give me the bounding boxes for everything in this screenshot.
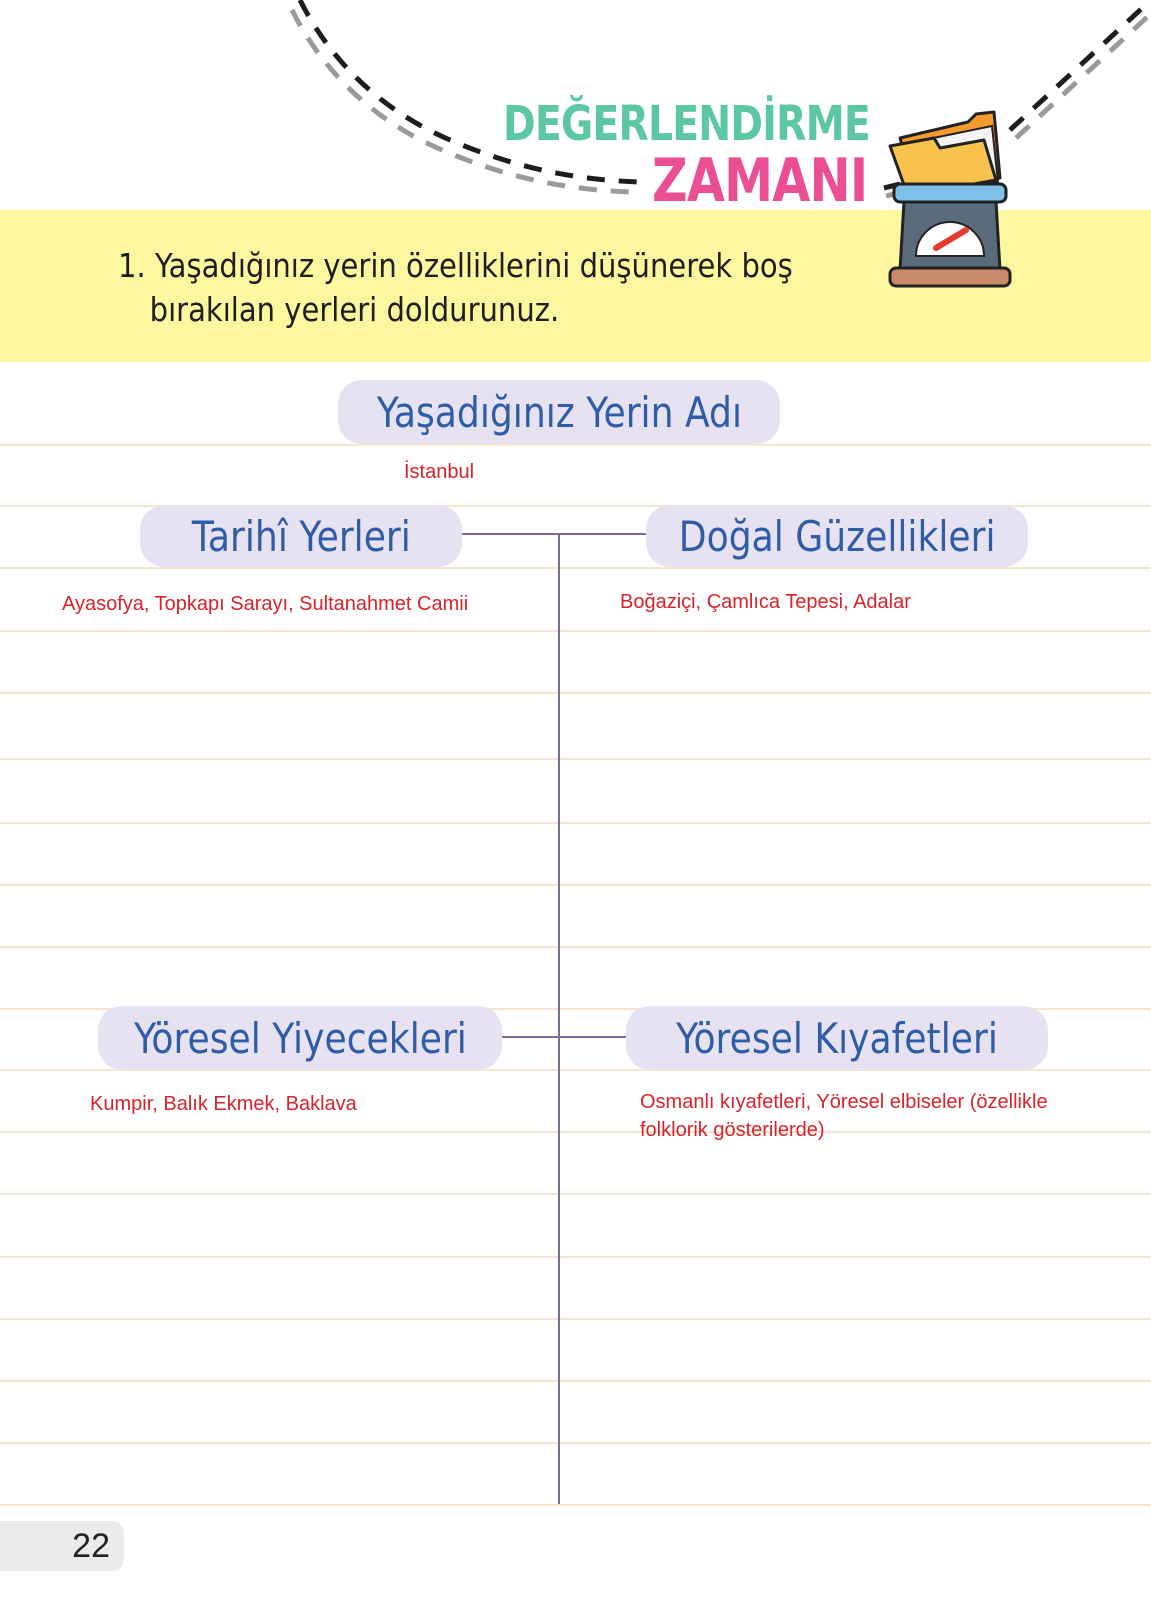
historical-places-pill xyxy=(140,505,462,567)
local-foods-label: Yöresel Yiyecekleri xyxy=(133,1013,467,1063)
question-line2: bırakılan yerleri doldurunuz. xyxy=(149,290,560,329)
rule-line xyxy=(0,630,1151,632)
section-title-line1: DEĞERLENDİRME xyxy=(503,96,870,152)
page-number: 22 xyxy=(72,1527,110,1565)
root-label-pill xyxy=(338,380,780,444)
local-clothing-answer-field[interactable]: Osmanlı kıyafetleri, Yöresel elbiseler (özellikle folklorik gösterilerde) xyxy=(640,1091,1048,1141)
connector-top-horizontal xyxy=(462,533,648,535)
local-foods-answer-field[interactable]: Kumpir, Balık Ekmek, Baklava xyxy=(90,1093,357,1115)
page-number-badge xyxy=(0,1521,124,1571)
rule-line xyxy=(0,822,1151,824)
rule-line xyxy=(0,692,1151,694)
natural-beauties-pill xyxy=(646,505,1028,567)
rule-line xyxy=(0,444,1151,446)
rule-line xyxy=(0,946,1151,948)
scale-with-folder-icon xyxy=(888,108,1028,298)
local-clothing-label: Yöresel Kıyafetleri xyxy=(676,1013,998,1063)
rule-line xyxy=(0,567,1151,569)
root-answer-field[interactable]: İstanbul xyxy=(404,461,475,483)
rule-line xyxy=(0,758,1151,760)
rule-line xyxy=(0,1380,1151,1382)
connector-vertical xyxy=(558,534,560,1504)
historical-places-answer-field[interactable]: Ayasofya, Topkapı Sarayı, Sultanahmet Camii xyxy=(62,593,469,615)
question-text xyxy=(118,244,793,332)
rule-line xyxy=(0,1193,1151,1195)
natural-beauties-label: Doğal Güzellikleri xyxy=(678,511,996,561)
root-label: Yaşadığınız Yerin Adı xyxy=(376,387,742,437)
question-line1: 1. Yaşadığınız yerin özelliklerini düşünerek boş xyxy=(118,246,793,285)
local-clothing-pill xyxy=(626,1006,1048,1070)
rule-line xyxy=(0,1504,1151,1506)
rule-line xyxy=(0,884,1151,886)
rule-line xyxy=(0,1256,1151,1258)
connector-bottom-horizontal xyxy=(502,1036,626,1038)
section-title-line2: ZAMANI xyxy=(652,146,868,216)
natural-beauties-answer-field[interactable]: Boğaziçi, Çamlıca Tepesi, Adalar xyxy=(620,591,911,613)
local-foods-pill xyxy=(98,1006,502,1070)
rule-line xyxy=(0,1318,1151,1320)
rule-line xyxy=(0,1442,1151,1444)
historical-places-label: Tarihî Yerleri xyxy=(191,511,411,561)
